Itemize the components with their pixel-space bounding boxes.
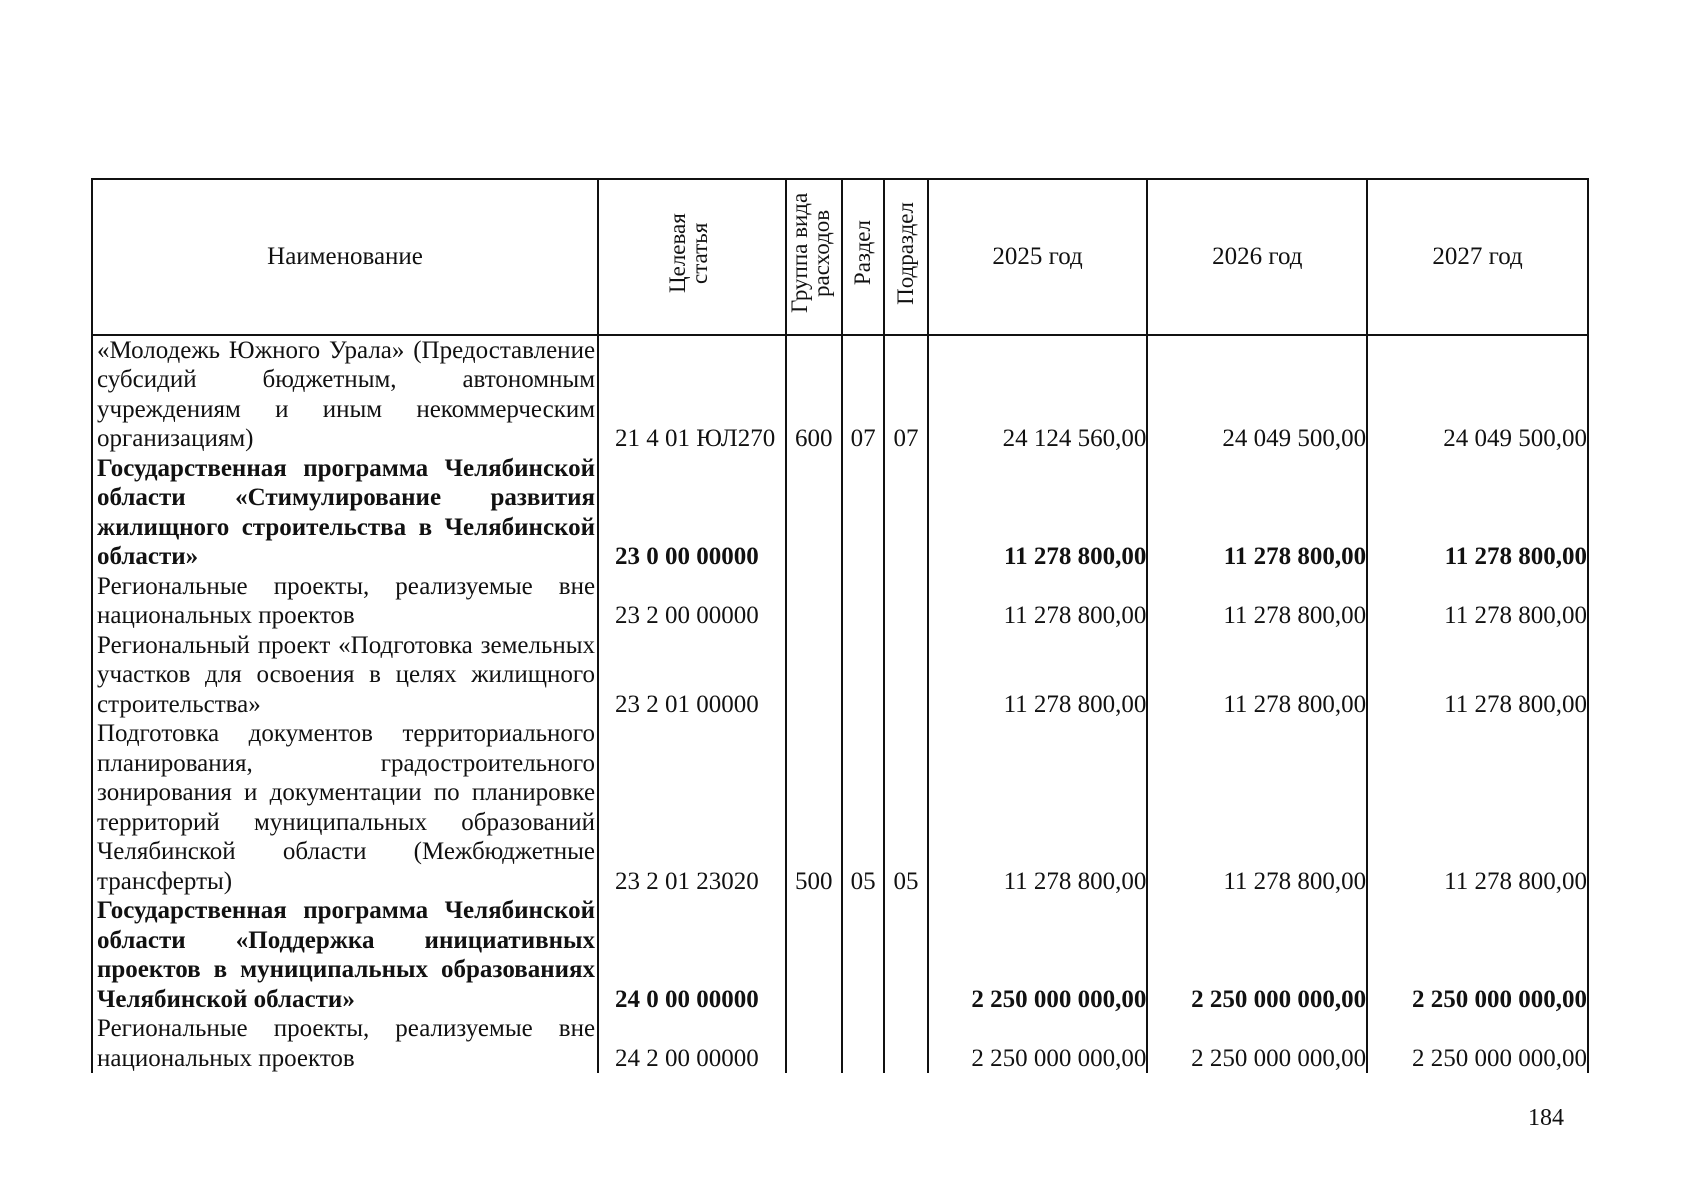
row-name: Региональные проекты, реализуемые вне национальных проектов xyxy=(92,572,598,631)
table-row xyxy=(92,896,1588,1014)
table-row xyxy=(92,572,1588,631)
header-2026: 2026 год xyxy=(1147,179,1367,335)
row-2026: 11 278 800,00 xyxy=(1147,572,1367,631)
row-2027: 11 278 800,00 xyxy=(1367,454,1588,572)
header-row xyxy=(92,179,1588,335)
row-2027: 11 278 800,00 xyxy=(1367,631,1588,720)
table-row xyxy=(92,631,1588,720)
row-subsection: 07 xyxy=(884,335,927,454)
budget-table xyxy=(91,178,1589,1073)
row-2026: 11 278 800,00 xyxy=(1147,631,1367,720)
header-subsection: Подраздел xyxy=(884,179,927,335)
row-section: 07 xyxy=(842,335,884,454)
row-2026: 11 278 800,00 xyxy=(1147,454,1367,572)
row-2026: 11 278 800,00 xyxy=(1147,719,1367,896)
row-expense-group xyxy=(786,896,842,1014)
row-2025: 24 124 560,00 xyxy=(928,335,1148,454)
row-name: Региональные проекты, реализуемые вне национальных проектов xyxy=(92,1014,598,1073)
header-2025: 2025 год xyxy=(928,179,1148,335)
row-section xyxy=(842,631,884,720)
row-section xyxy=(842,1014,884,1073)
row-2027: 2 250 000 000,00 xyxy=(1367,896,1588,1014)
header-expense-group: Группа вида расходов xyxy=(786,179,842,335)
header-section: Раздел xyxy=(842,179,884,335)
row-section xyxy=(842,896,884,1014)
row-target-article: 23 2 00 00000 xyxy=(598,572,786,631)
row-target-article: 24 0 00 00000 xyxy=(598,896,786,1014)
row-target-article: 24 2 00 00000 xyxy=(598,1014,786,1073)
row-expense-group xyxy=(786,1014,842,1073)
row-section xyxy=(842,572,884,631)
row-name: Региональный проект «Подготовка земельных участков для освоения в целях жилищного строительства» xyxy=(92,631,598,720)
row-expense-group xyxy=(786,572,842,631)
row-2027: 11 278 800,00 xyxy=(1367,719,1588,896)
table-row xyxy=(92,1014,1588,1073)
row-name: Государственная программа Челябинской области «Поддержка инициативных проектов в муниципальных образованиях Челябинской области» xyxy=(92,896,598,1014)
row-subsection xyxy=(884,454,927,572)
row-target-article: 23 0 00 00000 xyxy=(598,454,786,572)
table-row xyxy=(92,335,1588,454)
row-subsection xyxy=(884,631,927,720)
row-2025: 11 278 800,00 xyxy=(928,572,1148,631)
row-target-article: 23 2 01 00000 xyxy=(598,631,786,720)
row-2026: 24 049 500,00 xyxy=(1147,335,1367,454)
row-expense-group: 500 xyxy=(786,719,842,896)
row-2025: 2 250 000 000,00 xyxy=(928,1014,1148,1073)
row-2025: 11 278 800,00 xyxy=(928,631,1148,720)
row-2025: 11 278 800,00 xyxy=(928,454,1148,572)
row-subsection xyxy=(884,1014,927,1073)
row-name: Государственная программа Челябинской области «Стимулирование развития жилищного строительства в Челябинской области» xyxy=(92,454,598,572)
header-name: Наименование xyxy=(92,179,598,335)
row-subsection xyxy=(884,572,927,631)
row-expense-group xyxy=(786,631,842,720)
row-subsection: 05 xyxy=(884,719,927,896)
page-number: 184 xyxy=(1528,1105,1564,1131)
table-row xyxy=(92,454,1588,572)
header-target-article: Целевая статья xyxy=(598,179,786,335)
row-expense-group: 600 xyxy=(786,335,842,454)
row-subsection xyxy=(884,896,927,1014)
row-2026: 2 250 000 000,00 xyxy=(1147,896,1367,1014)
row-2025: 2 250 000 000,00 xyxy=(928,896,1148,1014)
row-2025: 11 278 800,00 xyxy=(928,719,1148,896)
row-2026: 2 250 000 000,00 xyxy=(1147,1014,1367,1073)
row-2027: 11 278 800,00 xyxy=(1367,572,1588,631)
row-section: 05 xyxy=(842,719,884,896)
row-section xyxy=(842,454,884,572)
table-row xyxy=(92,719,1588,896)
row-2027: 24 049 500,00 xyxy=(1367,335,1588,454)
row-expense-group xyxy=(786,454,842,572)
row-target-article: 23 2 01 23020 xyxy=(598,719,786,896)
row-2027: 2 250 000 000,00 xyxy=(1367,1014,1588,1073)
row-name: «Молодежь Южного Урала» (Предоставление субсидий бюджетным, автономным учреждениям и иным некоммерческим организациям) xyxy=(92,335,598,454)
header-2027: 2027 год xyxy=(1367,179,1588,335)
row-name: Подготовка документов территориального планирования, градостроительного зонирования и документации по планировке территорий муниципальных образований Челябинской области (Межбюджетные трансферты) xyxy=(92,719,598,896)
row-target-article: 21 4 01 ЮЛ270 xyxy=(598,335,786,454)
